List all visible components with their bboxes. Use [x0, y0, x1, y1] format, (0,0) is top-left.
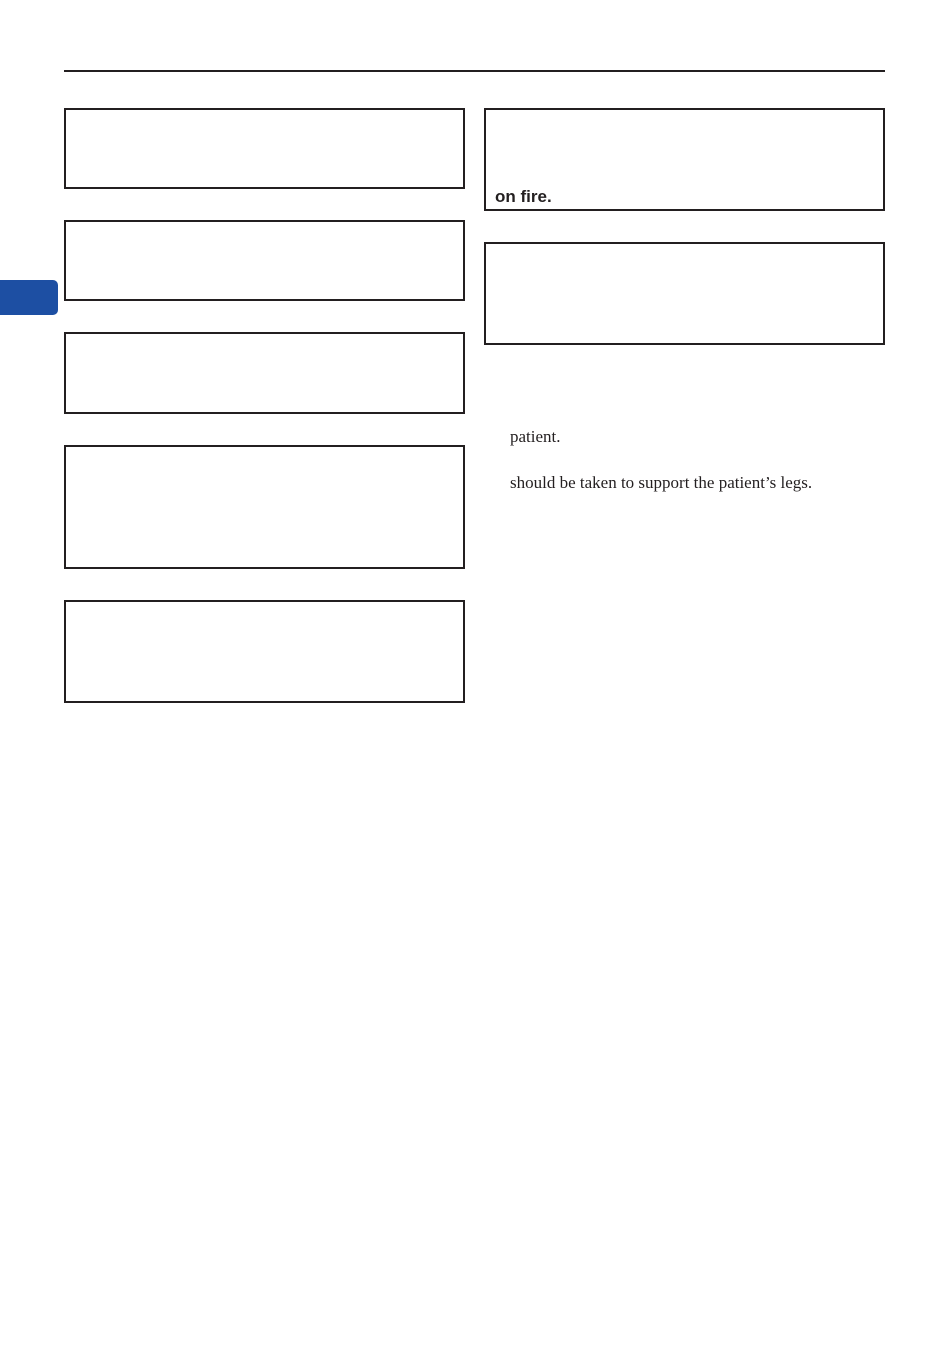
left-box-4 [64, 445, 465, 569]
chapter-side-tab [0, 280, 58, 315]
header-rule [64, 70, 885, 72]
warning-box-text: on fire. [495, 187, 552, 206]
left-box-1 [64, 108, 465, 189]
left-box-2 [64, 220, 465, 301]
body-text-line: should be taken to support the patient’s legs. [510, 473, 813, 492]
left-box-5 [64, 600, 465, 703]
body-text-line: patient. [510, 427, 561, 446]
left-box-3 [64, 332, 465, 414]
right-box-2 [484, 242, 885, 345]
right-box-1 [484, 108, 885, 211]
